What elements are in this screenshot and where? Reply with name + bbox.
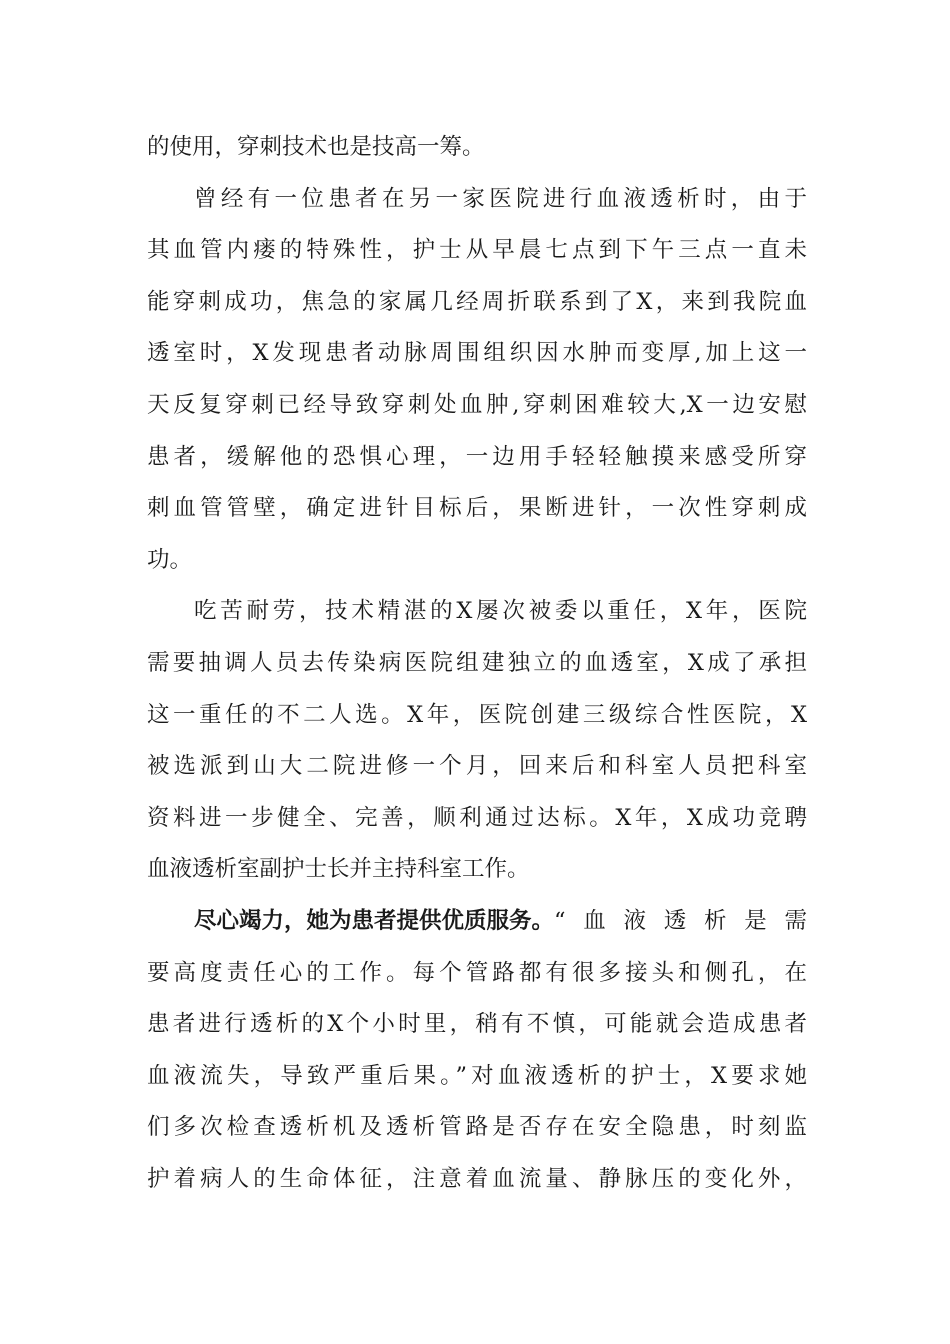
text-line: 能穿刺成功，焦急的家属几经周折联系到了X，来到我院血 [147,288,807,315]
text-line: 患者，缓解他的恐惧心理，一边用手轻轻触摸来感受所穿 [147,443,807,470]
text-line: 的使用，穿刺技术也是技高一筹。 [147,134,485,160]
text-line: 血液透析室副护士长并主持科室工作。 [147,856,530,883]
text-line: 透室时，X发现患者动脉周围组织因水肿而变厚,加上这一 [147,340,807,367]
text-line: 天反复穿刺已经导致穿刺处血肿,穿刺困难较大,X一边安慰 [147,391,807,418]
text-line: 这一重任的不二人选。X年，医院创建三级综合性医院，X [147,701,807,728]
bold-lead-text: 尽心竭力，她为患者提供优质服务。 [194,907,555,934]
text-line: 功。 [147,546,193,573]
text-line: 需要抽调人员去传染病医院组建独立的血透室，X成了承担 [147,649,807,676]
text-line: 护着病人的生命体征，注意着血流量、静脉压的变化外， [147,1165,807,1192]
text-line: 患者进行透析的X个小时里，稍有不慎，可能就会造成患者 [147,1011,807,1038]
text-line: “血液透析是需 [554,907,807,934]
text-line: 刺血管管壁，确定进针目标后，果断进针，一次性穿刺成 [147,495,807,522]
text-line: 其血管内瘘的特殊性，护士从早晨七点到下午三点一直未 [147,237,807,264]
text-line: 被选派到山大二院进修一个月，回来后和科室人员把科室 [147,753,807,780]
text-line: 要高度责任心的工作。每个管路都有很多接头和侧孔，在 [147,959,807,986]
text-line: 资料进一步健全、完善，顺利通过达标。X年，X成功竞聘 [147,804,807,831]
paragraph-first-line: 吃苦耐劳，技术精湛的X屡次被委以重任，X年，医院 [194,598,807,625]
text-line: 血液流失，导致严重后果。”对血液透析的护士，X要求她 [147,1062,807,1089]
paragraph-first-line: 曾经有一位患者在另一家医院进行血液透析时，由于 [194,185,807,212]
text-line: 们多次检查透析机及透析管路是否存在安全隐患，时刻监 [147,1114,807,1141]
body-text [147,122,807,1205]
paragraph-first-line [147,896,807,948]
